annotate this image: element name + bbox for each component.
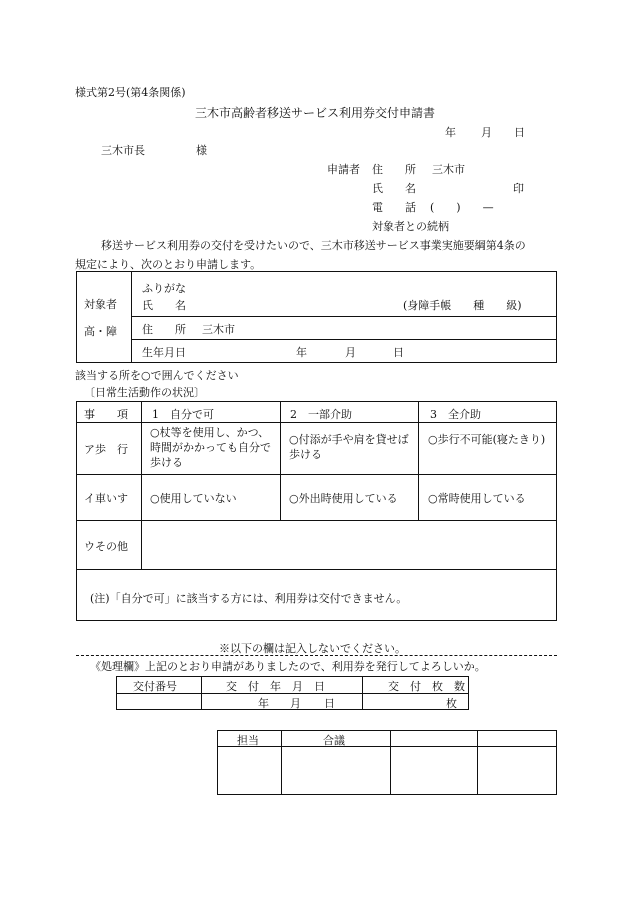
adl-walking-partial: ○付添が手や肩を貸せば歩ける (289, 433, 409, 461)
addressee-name: 三木市長 (101, 144, 145, 157)
target-name-label: 氏 名 (142, 299, 186, 312)
intro-line-2: 規定により、次のとおり申請します。 (75, 258, 262, 271)
adl-heading: 〔日常生活動作の状況〕 (84, 386, 205, 399)
approval-table (217, 730, 557, 795)
office-notice: ※以下の欄は記入しないでください。 (219, 642, 406, 655)
adl-header-full-assist: 3 全介助 (430, 408, 481, 421)
applicant-name-label: 氏 名 (372, 182, 416, 195)
date-day: 日 (514, 126, 525, 139)
adl-wheelchair-partial: ○外出時使用している (289, 492, 398, 505)
issue-count-unit: 枚 (446, 697, 457, 710)
adl-walking-independent: ○杖等を使用し、かつ、時間がかかっても自分で歩ける (150, 426, 271, 469)
issue-date-year: 年 (258, 697, 269, 710)
approval-staff-header: 担当 (237, 734, 259, 747)
applicant-relation-label: 対象者との続柄 (372, 220, 449, 233)
adl-header-independent: 1 自分で可 (152, 408, 214, 421)
birth-year: 年 (296, 346, 307, 359)
form-number: 様式第2号(第4条関係) (75, 86, 186, 99)
furigana-label: ふりがな (142, 282, 186, 295)
birth-month: 月 (345, 346, 356, 359)
adl-note: (注)「自分で可」に該当する方には、利用券は交付できません。 (90, 592, 408, 605)
issue-date-day: 日 (324, 697, 335, 710)
date-year: 年 (445, 126, 456, 139)
page-title: 三木市高齢者移送サービス利用券交付申請書 (195, 106, 436, 120)
target-address-value: 三木市 (202, 323, 235, 336)
adl-header-item: 事 項 (84, 408, 128, 421)
issue-date-month: 月 (290, 697, 301, 710)
adl-wheelchair-independent: ○使用していない (150, 492, 237, 505)
applicant-address-label: 住 所 (372, 163, 416, 176)
applicant-phone-label: 電 話 (372, 201, 416, 214)
adl-wheelchair-full: ○常時使用している (428, 492, 526, 505)
processing-text: 《処理欄》上記のとおり申請がありましたので、利用券を発行してよろしいか。 (90, 660, 486, 673)
birth-date-label: 生年月日 (142, 346, 186, 359)
adl-header-partial-assist: 2 一部介助 (290, 408, 352, 421)
approval-consult-header: 合議 (323, 734, 345, 747)
intro-line-1: 移送サービス利用券の交付を受けたいので、三木市移送サービス事業実施要綱第4条の (101, 239, 526, 252)
dashed-separator (76, 655, 557, 656)
date-month: 月 (481, 126, 492, 139)
target-address-label: 住 所 (142, 323, 186, 336)
applicant-address-value: 三木市 (432, 163, 465, 176)
adl-row-walking-label: ア歩 行 (84, 443, 128, 456)
issue-date-header: 交 付 年 月 日 (226, 680, 325, 693)
target-category-label: 高・障 (84, 325, 117, 338)
adl-walking-full: ○歩行不可能(寝たきり) (428, 433, 546, 446)
instruction-text: 該当する所を○で囲んでください (75, 369, 239, 382)
adl-row-other-label: ウその他 (84, 540, 128, 553)
addressee-honorific: 様 (196, 144, 207, 157)
issue-count-header: 交 付 枚 数 (388, 680, 465, 693)
seal-mark: 印 (513, 182, 524, 195)
disability-handbook: (身障手帳 種 級) (403, 299, 522, 312)
applicant-phone-value: ( ) — (430, 201, 494, 214)
birth-day: 日 (393, 346, 404, 359)
adl-row-wheelchair-label: イ車いす (84, 492, 128, 505)
applicant-label: 申請者 (327, 163, 360, 176)
target-label: 対象者 (84, 298, 117, 311)
issue-number-header: 交付番号 (133, 680, 177, 693)
